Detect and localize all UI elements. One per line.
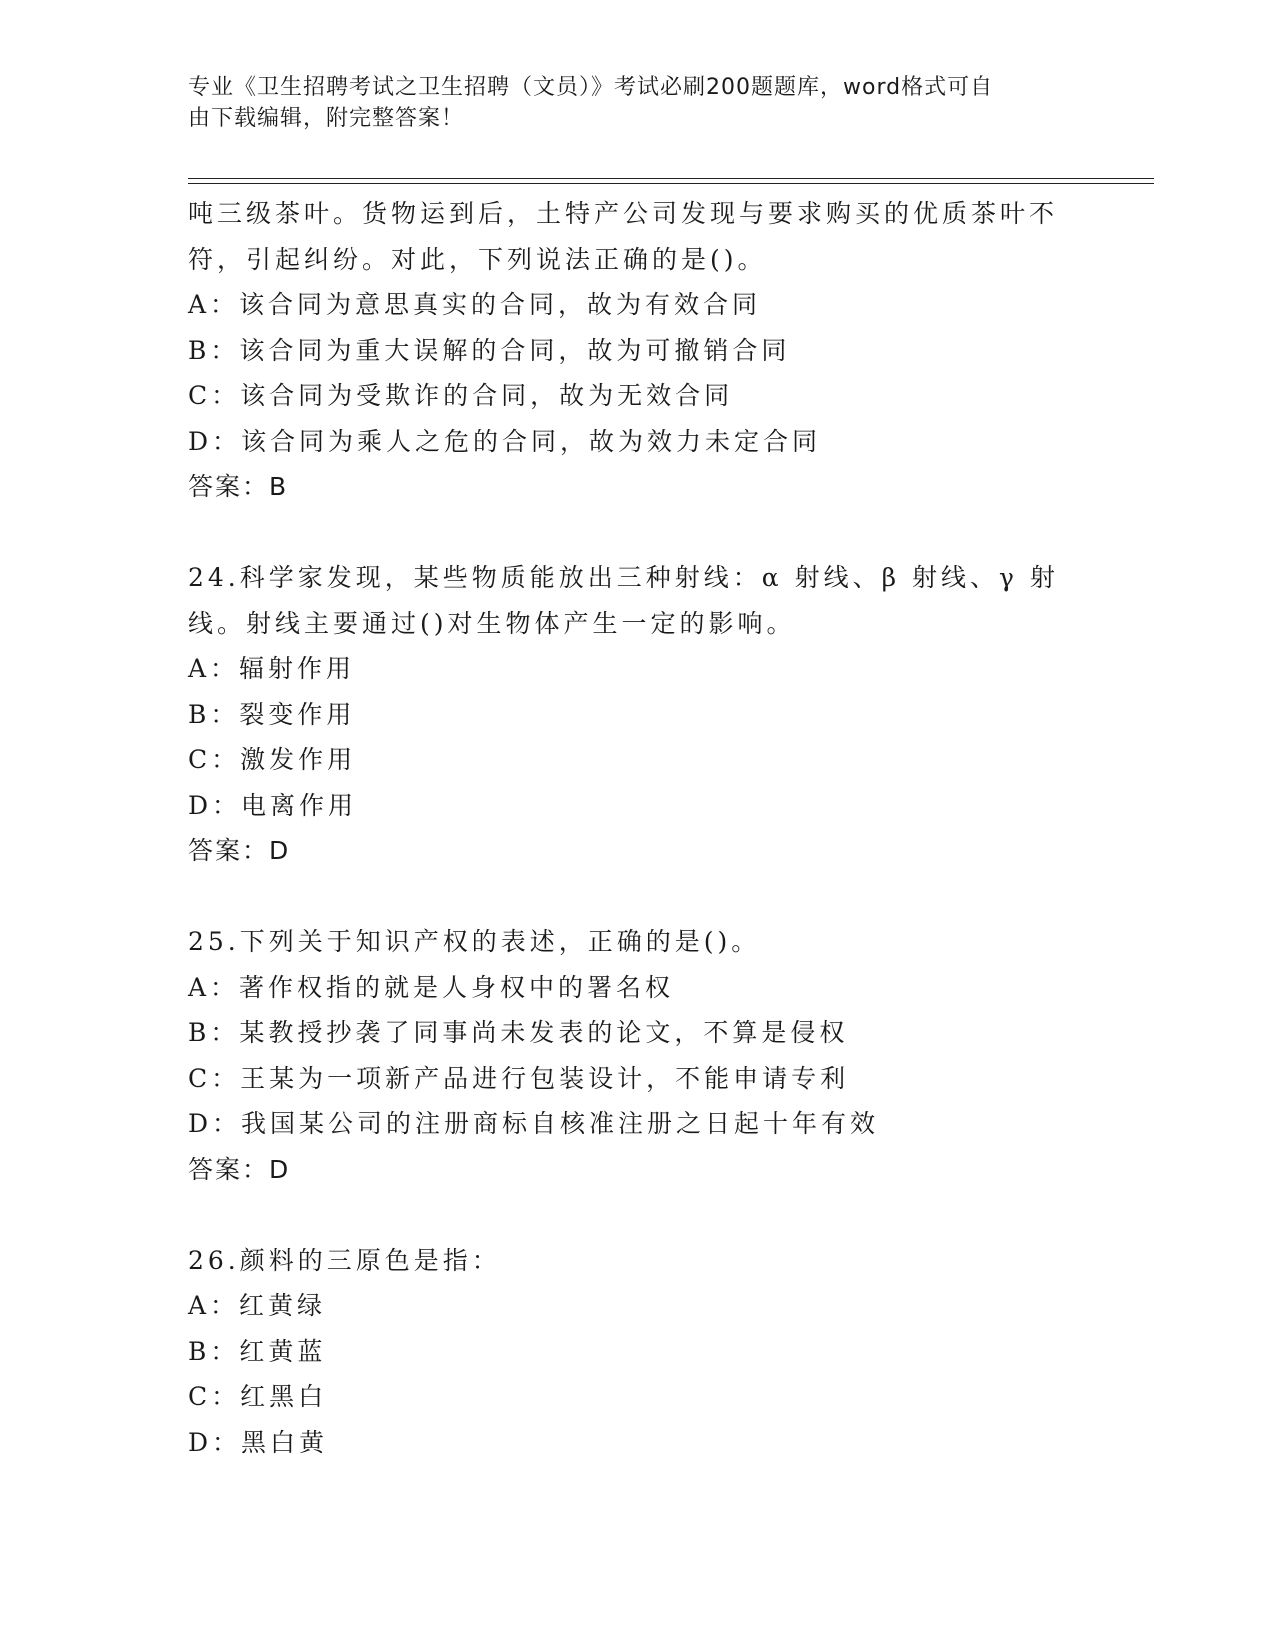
question-stem-line: 24.科学家发现，某些物质能放出三种射线：α 射线、β 射线、γ 射: [188, 563, 1059, 592]
question-24: [188, 555, 1088, 874]
question-stem-line: 25.下列关于知识产权的表述，正确的是()。: [188, 927, 761, 956]
option-a: A：该合同为意思真实的合同，故为有效合同: [188, 290, 762, 319]
option-c: C：王某为一项新产品进行包装设计，不能申请专利: [188, 1063, 850, 1093]
option-b: B：某教授抄袭了同事尚未发表的论文，不算是侵权: [188, 1018, 849, 1047]
question-stem-line: 线。射线主要通过()对生物体产生一定的影响。: [188, 608, 796, 638]
header-divider-top: [188, 178, 1154, 179]
question-list: [188, 191, 1088, 1465]
spacer: [188, 874, 1088, 920]
question-23: [188, 191, 1088, 510]
option-d: D：黑白黄: [188, 1427, 329, 1457]
document-header: [188, 72, 1068, 134]
answer: 答案：D: [188, 1154, 291, 1184]
header-line-1: 专业《卫生招聘考试之卫生招聘（文员）》考试必刷200题题库，word格式可自: [188, 75, 994, 100]
answer: 答案：B: [188, 472, 289, 501]
question-25: [188, 919, 1088, 1192]
option-b: B：该合同为重大误解的合同，故为可撤销合同: [188, 335, 791, 365]
option-d: D：电离作用: [188, 790, 358, 820]
option-d: D：该合同为乘人之危的合同，故为效力未定合同: [188, 426, 822, 456]
option-b: B：红黄蓝: [188, 1336, 327, 1366]
header-line-2: 由下载编辑，附完整答案！: [188, 106, 465, 131]
option-c: C：红黑白: [188, 1382, 328, 1411]
option-c: C：该合同为受欺诈的合同，故为无效合同: [188, 381, 734, 410]
spacer: [188, 510, 1088, 556]
header-divider-bottom: [188, 183, 1154, 184]
option-d: D：我国某公司的注册商标自核准注册之日起十年有效: [188, 1109, 880, 1138]
option-b: B：裂变作用: [188, 699, 356, 729]
option-c: C：激发作用: [188, 745, 357, 774]
question-stem-line: 吨三级茶叶。货物运到后，土特产公司发现与要求购买的优质茶叶不: [188, 199, 1059, 228]
option-a: A：红黄绿: [188, 1291, 327, 1320]
question-stem-line: 26.颜料的三原色是指：: [188, 1245, 501, 1275]
option-a: A：辐射作用: [188, 654, 356, 683]
question-26: [188, 1238, 1088, 1466]
option-a: A：著作权指的就是人身权中的署名权: [188, 972, 675, 1002]
spacer: [188, 1192, 1088, 1238]
question-stem-line: 符，引起纠纷。对此，下列说法正确的是()。: [188, 244, 767, 274]
answer: 答案：D: [188, 836, 291, 865]
